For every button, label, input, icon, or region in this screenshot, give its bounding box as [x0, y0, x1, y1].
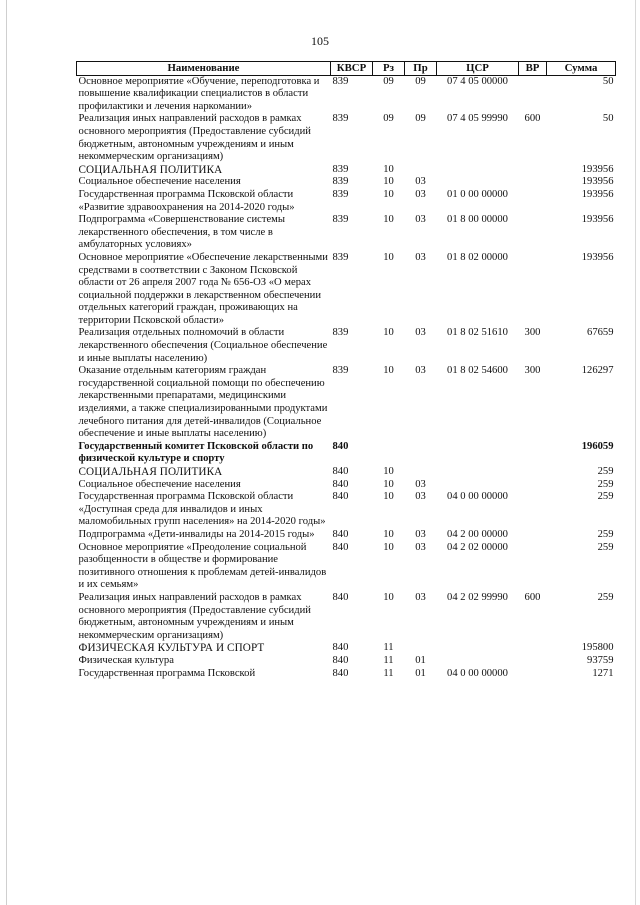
cell-sum: 259: [597, 466, 614, 477]
table-header: [77, 62, 616, 76]
header-csr: ЦСР: [437, 62, 519, 76]
cell-rz: 09: [383, 113, 394, 125]
cell-csr: [437, 479, 519, 492]
cell-kvsr: 840: [332, 466, 349, 477]
cell-pr: [405, 441, 437, 466]
table-row: [77, 176, 616, 189]
cell-pr: 03: [415, 214, 426, 226]
cell-vr: 600: [524, 591, 541, 603]
cell-vr: [519, 441, 547, 466]
cell-kvsr: 840: [332, 667, 349, 679]
cell-sum: 193956: [581, 214, 614, 226]
cell-name: Государственный комитет Псковской области по физической культуре и спорту: [78, 440, 314, 465]
cell-sum: 259: [597, 528, 614, 540]
cell-sum: 195800: [581, 642, 614, 654]
cell-pr: 03: [415, 491, 426, 503]
cell-sum: 259: [597, 491, 614, 503]
cell-sum: 50: [602, 75, 614, 87]
cell-csr: 07 4 05 99990: [447, 113, 508, 125]
cell-kvsr: 839: [332, 113, 349, 125]
cell-rz: 10: [383, 214, 394, 226]
cell-sum: 93759: [587, 654, 614, 666]
table-row: [77, 365, 616, 441]
cell-pr: 09: [415, 75, 426, 87]
cell-csr: [437, 164, 519, 177]
cell-vr: [519, 642, 547, 655]
cell-pr: 03: [415, 478, 426, 490]
header-sum: Сумма: [547, 62, 616, 76]
cell-csr: [437, 655, 519, 668]
page-number: 105: [311, 34, 329, 48]
table-row: [77, 164, 616, 177]
cell-name: Основное мероприятие «Преодоление социальной разобщенности в обществе и формирование позитивного отношения к проблемам детей-инвалидов и их семьям»: [78, 541, 327, 591]
cell-pr: 03: [415, 541, 426, 553]
header-kvsr: КВСР: [331, 62, 373, 76]
cell-sum: 259: [597, 478, 614, 490]
cell-csr: 07 4 05 00000: [447, 75, 508, 87]
cell-rz: 10: [383, 466, 394, 477]
table-row: [77, 75, 616, 113]
table-row: [77, 529, 616, 542]
cell-name: Оказание отдельным категориям граждан государственной социальной помощи по обеспечению лекарственными препаратами, медицинскими изделиями, а также специализированными продуктами лечебного питания для детей-инвалидов (Социальное обеспечение и иные выплаты населению): [78, 365, 328, 440]
cell-sum: 259: [597, 541, 614, 553]
cell-kvsr: 840: [332, 541, 349, 553]
cell-csr: 04 2 00 00000: [447, 528, 508, 540]
cell-rz: 10: [383, 163, 394, 175]
cell-name: Реализация отдельных полномочий в области лекарственного обеспечения (Социальное обеспечение и иные выплаты населению): [78, 327, 328, 364]
cell-pr: 01: [415, 667, 426, 679]
table-row: [77, 668, 616, 681]
cell-name: Физическая культура: [78, 654, 174, 666]
cell-rz: 10: [383, 327, 394, 339]
cell-vr: [519, 529, 547, 542]
cell-pr: [405, 164, 437, 177]
cell-kvsr: 840: [332, 642, 349, 654]
cell-rz: 10: [383, 528, 394, 540]
cell-sum: 126297: [581, 365, 614, 377]
cell-pr: 03: [415, 528, 426, 540]
table-row: [77, 441, 616, 466]
cell-vr: [519, 491, 547, 529]
cell-rz: 10: [383, 591, 394, 603]
cell-vr: [519, 164, 547, 177]
cell-rz: 11: [383, 667, 394, 679]
cell-sum: 193956: [581, 176, 614, 188]
cell-sum: 193956: [581, 163, 614, 175]
budget-table: [76, 61, 616, 680]
cell-rz: [373, 441, 405, 466]
cell-name: Реализация иных направлений расходов в рамках основного мероприятия (Предоставление субсидий бюджетным, автономным учреждениям и иным некоммерческим организациям): [78, 591, 311, 641]
cell-csr: [437, 466, 519, 479]
cell-name: Основное мероприятие «Обучение, переподготовка и повышение квалификации специалистов в области профилактики и лечения наркомании»: [78, 75, 320, 112]
cell-vr: [519, 214, 547, 252]
cell-kvsr: 840: [332, 591, 349, 603]
cell-name: СОЦИАЛЬНАЯ ПОЛИТИКА: [78, 163, 223, 176]
cell-sum: 67659: [587, 327, 614, 339]
cell-sum: 193956: [581, 188, 614, 200]
cell-name: Государственная программа Псковской области «Доступная среда для инвалидов и иных маломобильных групп населения» на 2014-2020 годы»: [78, 491, 326, 528]
cell-pr: [405, 642, 437, 655]
cell-vr: [519, 542, 547, 592]
cell-kvsr: 839: [332, 214, 349, 226]
cell-csr: 01 8 02 51610: [447, 327, 508, 339]
cell-pr: [405, 466, 437, 479]
header-rz: Рз: [373, 62, 405, 76]
cell-rz: 10: [383, 176, 394, 188]
table-row: [77, 491, 616, 529]
cell-sum: 196059: [581, 440, 614, 452]
cell-sum: 259: [597, 591, 614, 603]
cell-pr: 03: [415, 327, 426, 339]
cell-kvsr: 840: [332, 440, 349, 452]
cell-pr: 03: [415, 188, 426, 200]
cell-kvsr: 839: [332, 365, 349, 377]
cell-rz: 10: [383, 491, 394, 503]
table-row: [77, 466, 616, 479]
cell-pr: 03: [415, 365, 426, 377]
cell-name: Подпрограмма «Совершенствование системы лекарственного обеспечения, в том числе в амбулаторных условиях»: [78, 214, 285, 251]
cell-kvsr: 839: [332, 75, 349, 87]
table-row: [77, 189, 616, 214]
cell-name: ФИЗИЧЕСКАЯ КУЛЬТУРА И СПОРТ: [78, 642, 265, 655]
cell-csr: 04 0 00 00000: [447, 667, 508, 679]
cell-vr: [519, 189, 547, 214]
table-row: [77, 252, 616, 328]
cell-csr: 04 2 02 99990: [447, 591, 508, 603]
cell-vr: [519, 655, 547, 668]
table-row: [77, 592, 616, 642]
cell-vr: 600: [524, 113, 541, 125]
cell-name: Подпрограмма «Дети-инвалиды на 2014-2015 годы»: [78, 528, 315, 540]
cell-name: СОЦИАЛЬНАЯ ПОЛИТИКА: [78, 466, 223, 478]
cell-csr: 01 8 00 00000: [447, 214, 508, 226]
cell-sum: 1271: [592, 667, 614, 679]
cell-csr: 01 8 02 54600: [447, 365, 508, 377]
table-row: [77, 327, 616, 365]
cell-csr: [437, 642, 519, 655]
cell-rz: 11: [383, 642, 394, 654]
header-pr: Пр: [405, 62, 437, 76]
cell-kvsr: 840: [332, 491, 349, 503]
cell-vr: [519, 466, 547, 479]
table-row: [77, 214, 616, 252]
cell-name: Социальное обеспечение населения: [78, 176, 241, 188]
cell-name: Социальное обеспечение населения: [78, 478, 241, 490]
table-body: [77, 75, 616, 680]
cell-vr: [519, 479, 547, 492]
scan-edge-right: [635, 0, 636, 905]
cell-rz: 10: [383, 478, 394, 490]
cell-kvsr: 839: [332, 251, 349, 263]
cell-name: Реализация иных направлений расходов в рамках основного мероприятия (Предоставление субсидий бюджетным, автономным учреждениям и иным некоммерческим организациям): [78, 113, 311, 163]
cell-kvsr: 839: [332, 163, 349, 175]
cell-csr: 04 0 00 00000: [447, 491, 508, 503]
cell-rz: 10: [383, 541, 394, 553]
cell-rz: 10: [383, 188, 394, 200]
table-row: [77, 542, 616, 592]
cell-sum: 50: [602, 113, 614, 125]
cell-csr: 01 8 02 00000: [447, 251, 508, 263]
cell-csr: [437, 176, 519, 189]
cell-name: Государственная программа Псковской: [78, 667, 256, 679]
scan-edge-left: [6, 0, 7, 905]
header-vr: ВР: [519, 62, 547, 76]
cell-kvsr: 839: [332, 188, 349, 200]
table-row: [77, 642, 616, 655]
cell-rz: 10: [383, 365, 394, 377]
table-row: [77, 479, 616, 492]
table-row: [77, 655, 616, 668]
cell-vr: 300: [524, 327, 541, 339]
cell-name: Основное мероприятие «Обеспечение лекарственными средствами в соответствии с Законом Псковской области от 26 апреля 2007 года № 656-ОЗ «О мерах социальной поддержки в лекарственном обеспечении отдельных категорий граждан, проживающих на территории Псковской области»: [78, 251, 328, 326]
cell-pr: 01: [415, 654, 426, 666]
cell-vr: [519, 75, 547, 113]
cell-rz: 11: [383, 654, 394, 666]
cell-sum: 193956: [581, 251, 614, 263]
cell-vr: [519, 252, 547, 328]
cell-kvsr: 840: [332, 478, 349, 490]
cell-vr: [519, 668, 547, 681]
cell-pr: 09: [415, 113, 426, 125]
cell-kvsr: 839: [332, 176, 349, 188]
cell-kvsr: 839: [332, 327, 349, 339]
cell-csr: 01 0 00 00000: [447, 188, 508, 200]
cell-name: Государственная программа Псковской области «Развитие здравоохранения на 2014-2020 годы»: [78, 188, 295, 213]
cell-pr: 03: [415, 251, 426, 263]
header-row: [77, 62, 616, 76]
header-name: Наименование: [77, 62, 331, 76]
cell-csr: 04 2 02 00000: [447, 541, 508, 553]
cell-vr: 300: [524, 365, 541, 377]
cell-kvsr: 840: [332, 654, 349, 666]
cell-rz: 10: [383, 251, 394, 263]
cell-vr: [519, 176, 547, 189]
cell-csr: [437, 441, 519, 466]
cell-rz: 09: [383, 75, 394, 87]
cell-kvsr: 840: [332, 528, 349, 540]
cell-pr: 03: [415, 591, 426, 603]
table-row: [77, 113, 616, 163]
cell-pr: 03: [415, 176, 426, 188]
